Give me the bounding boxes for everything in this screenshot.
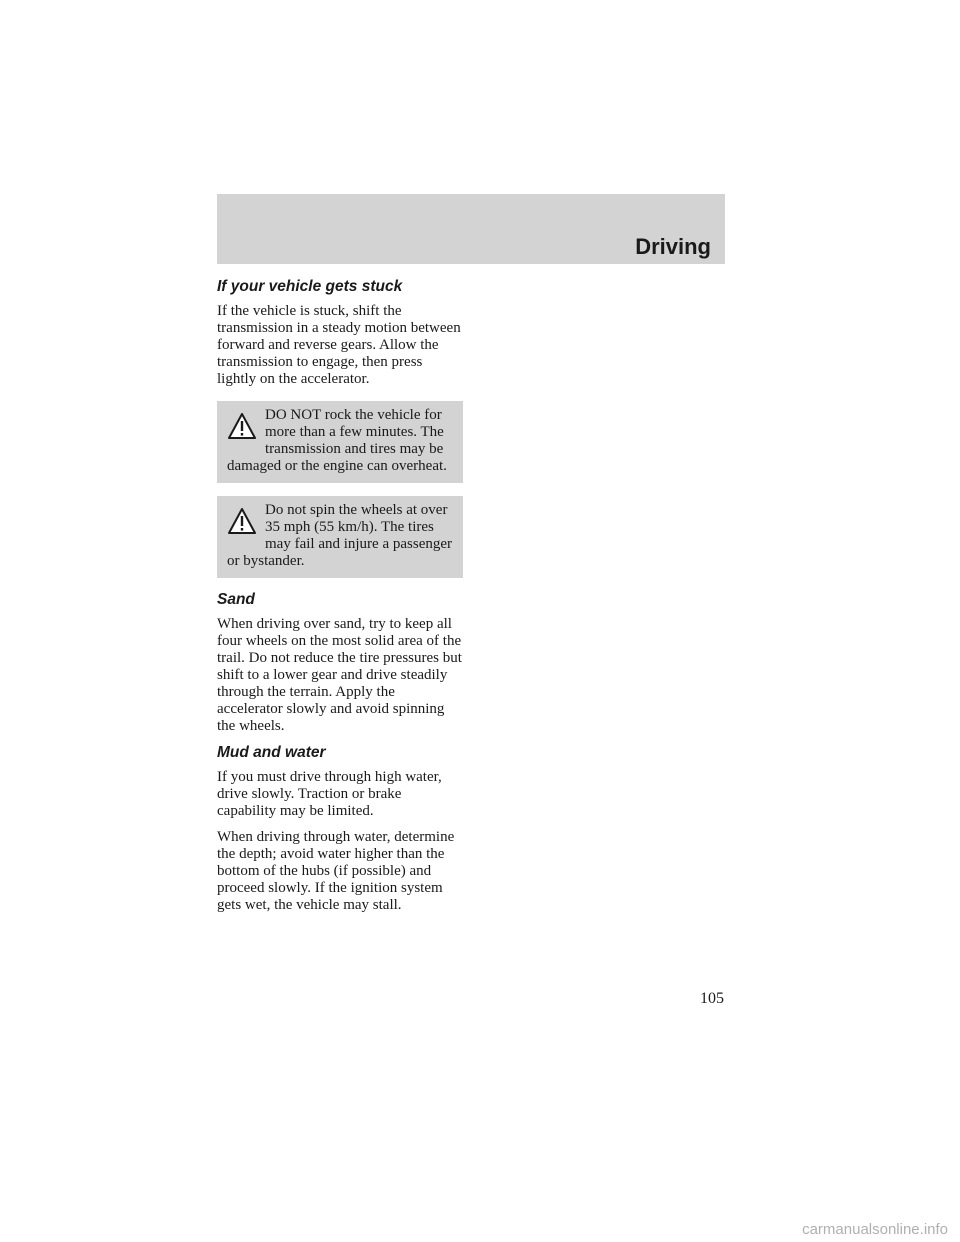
warning-box-rocking (217, 401, 463, 483)
watermark-text: carmanualsonline.info (802, 1221, 948, 1238)
paragraph-sand: When driving over sand, try to keep all four wheels on the most solid area of the trail. Do not reduce the tire pressures but shift to a lower gear and drive steadily through the terrain. Apply the accelerator slowly and avoid spinning the wheels. (217, 616, 462, 734)
heading-sand: Sand (217, 591, 255, 608)
warning-triangle-icon (227, 507, 257, 535)
paragraph-mud-water-2: When driving through water, determine the depth; avoid water higher than the bottom of the hubs (if possible) and proceed slowly. If the ignition system gets wet, the vehicle may stall. (217, 829, 455, 913)
page-number: 105 (700, 990, 724, 1007)
heading-stuck: If your vehicle gets stuck (217, 278, 403, 295)
paragraph-stuck: If the vehicle is stuck, shift the transmission in a steady motion between forward and reverse gears. Allow the transmission to engage, then press lightly on the accelerator. (217, 303, 461, 387)
warning-text-spinning: Do not spin the wheels at over 35 mph (55 km/h). The tires may fail and injure a passenger or bystander. (227, 502, 453, 569)
heading-mud-water: Mud and water (217, 744, 326, 761)
warning-text-rocking: DO NOT rock the vehicle for more than a few minutes. The transmission and tires may be damaged or the engine can overheat. (227, 407, 447, 474)
warning-box-spinning (217, 496, 463, 578)
warning-triangle-icon (227, 412, 257, 440)
chapter-title: Driving (635, 234, 711, 259)
paragraph-mud-water-1: If you must drive through high water, drive slowly. Traction or brake capability may be limited. (217, 769, 442, 819)
content-column (217, 276, 463, 923)
chapter-header-band (217, 194, 725, 264)
